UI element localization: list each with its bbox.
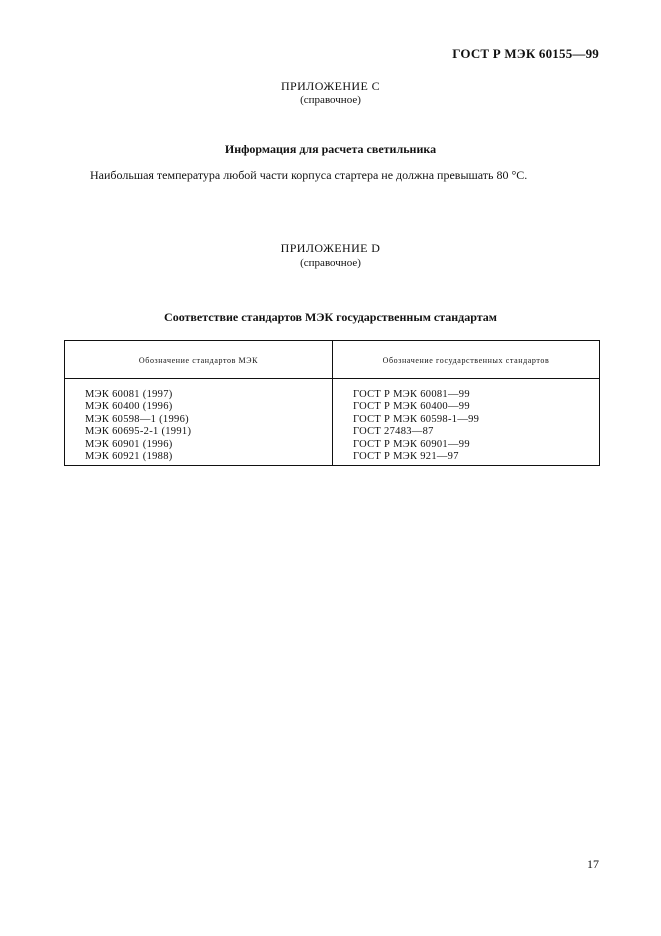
- appendix-d-title: ПРИЛОЖЕНИЕ D: [280, 241, 381, 255]
- appendix-c-paragraph: Наибольшая температура любой части корпуса стартера не должна превышать 80 °С.: [90, 168, 528, 182]
- list-item: МЭК 60921 (1988): [85, 451, 173, 463]
- list-item: ГОСТ Р МЭК 60598-1—99: [353, 413, 480, 425]
- list-item: ГОСТ Р МЭК 60901—99: [353, 438, 470, 450]
- list-item: МЭК 60695-2-1 (1991): [85, 426, 192, 438]
- list-item: МЭК 60400 (1996): [85, 401, 173, 413]
- page-number: 17: [587, 857, 599, 871]
- state-standards-list: [353, 389, 479, 463]
- appendix-d-section-title: Соответствие стандартов МЭК государственным стандартам: [164, 310, 497, 324]
- table-header-iec: Обозначение стандартов МЭК: [138, 356, 259, 365]
- appendix-c-subtitle: (справочное): [300, 94, 361, 106]
- document-code: ГОСТ Р МЭК 60155—99: [452, 46, 599, 61]
- appendix-c-section-title: Информация для расчета светильника: [224, 142, 437, 156]
- appendix-d-subtitle: (справочное): [300, 257, 361, 269]
- list-item: ГОСТ Р МЭК 60081—99: [353, 389, 470, 400]
- list-item: ГОСТ Р МЭК 60400—99: [353, 401, 470, 413]
- table-header-divider: [65, 378, 599, 379]
- list-item: МЭК 60901 (1996): [85, 438, 173, 450]
- list-item: ГОСТ Р МЭК 921—97: [353, 451, 459, 463]
- standards-table: [64, 340, 600, 466]
- table-header-state: Обозначение государственных стандартов: [382, 356, 550, 365]
- list-item: МЭК 60081 (1997): [85, 389, 173, 400]
- list-item: МЭК 60598—1 (1996): [85, 413, 189, 425]
- iec-standards-list: [85, 389, 191, 463]
- list-item: ГОСТ 27483—87: [353, 426, 434, 438]
- appendix-c-title: ПРИЛОЖЕНИЕ С: [280, 79, 381, 93]
